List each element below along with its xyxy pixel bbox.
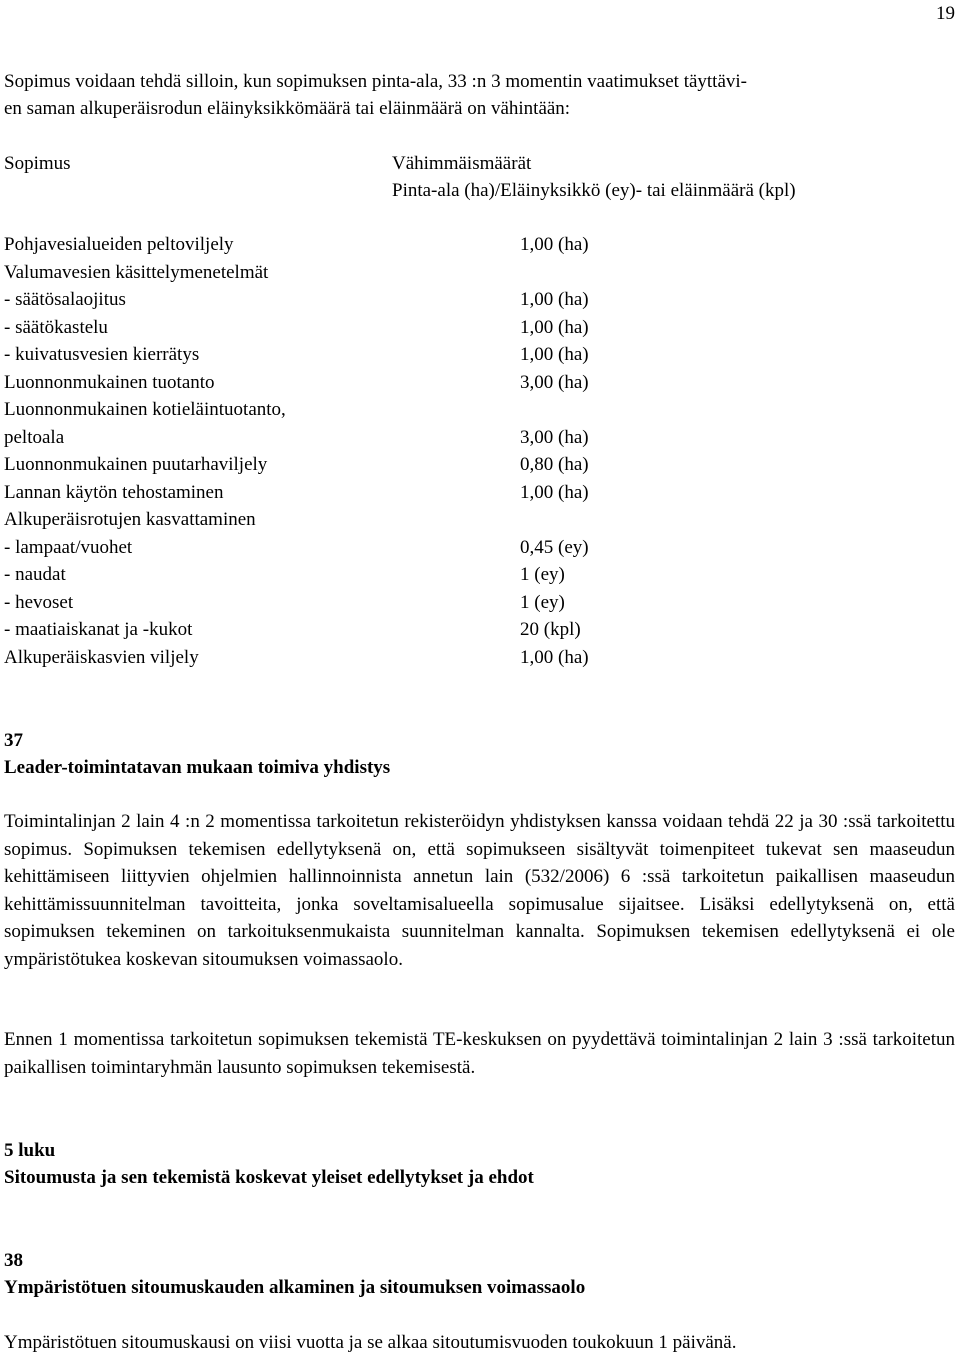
table-row-value: 1 (ey) bbox=[520, 591, 565, 613]
table-header-right-line-1: Vähimmäismäärät bbox=[392, 153, 532, 174]
section-38-paragraph: Ympäristötuen sitoumuskausi on viisi vuotta ja se alkaa sitoutumisvuoden toukokuun 1 päivänä. bbox=[4, 1332, 737, 1353]
chapter-5-label: 5 luku bbox=[4, 1140, 56, 1161]
table-row-value: 20 (kpl) bbox=[520, 619, 581, 640]
table-row-value: 0,45 (ey) bbox=[520, 536, 589, 558]
table-row-label: Alkuperäiskasvien viljely bbox=[4, 646, 199, 668]
section-37-paragraph-2: Ennen 1 momentissa tarkoitetun sopimuksen tekemistä TE-keskuksen on pyydettävä toimintalinjan 2 lain 3 :ssä tarkoitetun paikallisen toimintaryhmän lausunto sopimuksen tekemisestä. bbox=[4, 1029, 955, 1078]
table-row-label: Luonnonmukainen kotieläintuotanto, bbox=[4, 399, 286, 420]
table-row-value: 3,00 (ha) bbox=[520, 371, 589, 393]
table-row-label: - säätösalaojitus bbox=[4, 289, 126, 310]
intro-text bbox=[4, 68, 747, 122]
table-row-value: 1,00 (ha) bbox=[520, 646, 589, 668]
chapter-5-title: Sitoumusta ja sen tekemistä koskevat yleiset edellytykset ja ehdot bbox=[4, 1167, 534, 1188]
page-number: 19 bbox=[936, 3, 955, 24]
table-row-label: Luonnonmukainen puutarhaviljely bbox=[4, 454, 268, 475]
table-row-value: 1,00 (ha) bbox=[520, 344, 589, 365]
table-row-label: - säätökastelu bbox=[4, 316, 108, 338]
table-row-label: Alkuperäisrotujen kasvattaminen bbox=[4, 509, 256, 530]
table-row-value: 1 (ey) bbox=[520, 564, 565, 585]
table-row-label: Pohjavesialueiden peltoviljely bbox=[4, 234, 234, 255]
table-row-label: - kuivatusvesien kierrätys bbox=[4, 344, 200, 365]
table-header-right-line-2: Pinta-ala (ha)/Eläinyksikkö (ey)- tai eläinmäärä (kpl) bbox=[392, 180, 796, 201]
table-row-label: - hevoset bbox=[4, 591, 74, 613]
table-row-label: peltoala bbox=[4, 426, 65, 448]
table-row-value: 1,00 (ha) bbox=[520, 289, 589, 310]
section-37-number: 37 bbox=[4, 730, 23, 751]
table-row-label: - naudat bbox=[4, 564, 66, 585]
table-row-label: - maatiaiskanat ja -kukot bbox=[4, 619, 193, 640]
table-row-value: 0,80 (ha) bbox=[520, 454, 589, 475]
table-header-left: Sopimus bbox=[4, 153, 71, 174]
intro-line-2: en saman alkuperäisrodun eläinyksikkömäärä tai eläinmäärä on vähintään: bbox=[4, 98, 571, 119]
table-row-label: Lannan käytön tehostaminen bbox=[4, 481, 224, 503]
table-row-value: 1,00 (ha) bbox=[520, 234, 589, 255]
section-37-title: Leader-toimintatavan mukaan toimiva yhdistys bbox=[4, 757, 391, 778]
section-38-title: Ympäristötuen sitoumuskauden alkaminen ja sitoumuksen voimassaolo bbox=[4, 1277, 586, 1298]
table-row-label: - lampaat/vuohet bbox=[4, 536, 133, 558]
table-row-value: 3,00 (ha) bbox=[520, 426, 589, 448]
table-row-value: 1,00 (ha) bbox=[520, 481, 589, 503]
table-row-label: Valumavesien käsittelymenetelmät bbox=[4, 261, 269, 283]
intro-line-1: Sopimus voidaan tehdä silloin, kun sopimuksen pinta-ala, 33 :n 3 momentin vaatimukset täyttävi- bbox=[4, 71, 748, 92]
section-37-paragraph-1: Toimintalinjan 2 lain 4 :n 2 momentissa tarkoitetun rekisteröidyn yhdistyksen kanssa voidaan tehdä 22 ja 30 :ssä tarkoitettu sopimus. Sopimuksen tekemisen edellytyksenä on, että sopimukseen sisältyvät toimenpiteet tukevat sen maaseudun kehittämiseen liittyvien ohjelmien hallinnoinnista annetun lain (532/2006) 6 :ssä tarkoitetun paikallisen maaseudun kehittämissuunnitelman tavoitteita, jonka soveltamisalueella sopimusalue sijaitsee. Lisäksi edellytyksenä on, että sopimuksen tekeminen on tarkoituksenmukaista suunnitelman kannalta. Sopimuksen tekemisen edellytyksenä ei ole ympäristötukea koskevan sitoumuksen voimassaolo. bbox=[4, 811, 955, 970]
table-row-value: 1,00 (ha) bbox=[520, 316, 589, 338]
table-row-label: Luonnonmukainen tuotanto bbox=[4, 371, 215, 393]
section-38-number: 38 bbox=[4, 1250, 23, 1271]
